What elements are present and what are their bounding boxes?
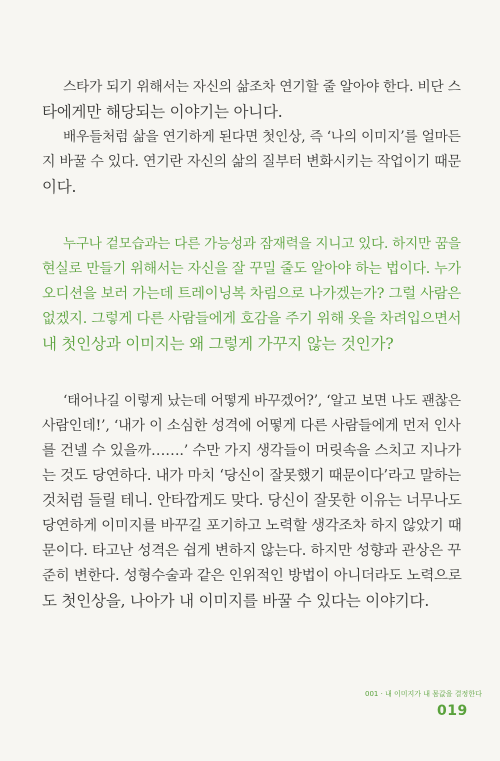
text-line: 사람인데!’, ‘내가 이 소심한 성격에 어떻게 다른 사람들에게 먼저 인사 — [42, 418, 461, 434]
text-line: 타에게만 해당되는 이야기는 아니다. — [42, 103, 283, 121]
highlighted-line: 오디션을 보러 가는데 트레이닝복 차림으로 나가겠는가? 그럴 사람은 — [42, 286, 461, 302]
text-line: 지 바꿀 수 있다. 연기란 자신의 삶의 질부터 변화시키는 작업이기 때문 — [42, 154, 461, 170]
page-number: 019 — [437, 703, 468, 719]
highlighted-line: 현실로 만들기 위해서는 자신을 잘 꾸밀 줄도 알아야 하는 법이다. 누가 — [42, 261, 461, 277]
highlighted-line: 내 첫인상과 이미지는 왜 그렇게 가꾸지 않는 것인가? — [42, 335, 394, 353]
text-line: 스타가 되기 위해서는 자신의 삶조차 연기할 줄 알아야 한다. 비단 스 — [63, 79, 461, 95]
text-line: 는 것도 당연하다. 내가 마치 ‘당신이 잘못했기 때문이다’라고 말하는 — [42, 468, 461, 484]
highlighted-line: 누구나 겉모습과는 다른 가능성과 잠재력을 지니고 있다. 하지만 꿈을 — [63, 236, 461, 252]
text-line: ‘태어나길 이렇게 났는데 어떻게 바꾸겠어?’, ‘알고 보면 나도 괜찮은 — [63, 393, 461, 409]
highlighted-line: 없겠지. 그렇게 다른 사람들에게 호감을 주기 위해 옷을 차려입으면서 — [42, 311, 462, 327]
text-line: 문이다. 타고난 성격은 쉽게 변하지 않는다. 하지만 성향과 관상은 꾸 — [42, 543, 461, 559]
text-line: 것처럼 들릴 테니. 안타깝게도 맞다. 당신이 잘못한 이유는 너무나도 — [42, 492, 462, 509]
text-line: 당연하게 이미지를 바꾸길 포기하고 노력할 생각조차 하지 않았기 때 — [42, 518, 462, 534]
text-line: 배우들처럼 삶을 연기하게 된다면 첫인상, 즉 ‘나의 이미지’를 얼마든 — [63, 129, 461, 145]
text-line: 이다. — [42, 178, 77, 196]
text-line: 를 건넬 수 있을까…….’ 수만 가지 생각들이 머릿속을 스치고 지나가 — [42, 443, 462, 459]
text-line: 도 첫인상을, 나아가 내 이미지를 바꿀 수 있다는 이야기다. — [42, 592, 430, 610]
running-footer-chapter: 001 · 내 이미지가 내 몸값을 결정한다 — [365, 690, 482, 698]
text-line: 준히 변한다. 성형수술과 같은 인위적인 방법이 아니더라도 노력으로 — [42, 568, 462, 584]
